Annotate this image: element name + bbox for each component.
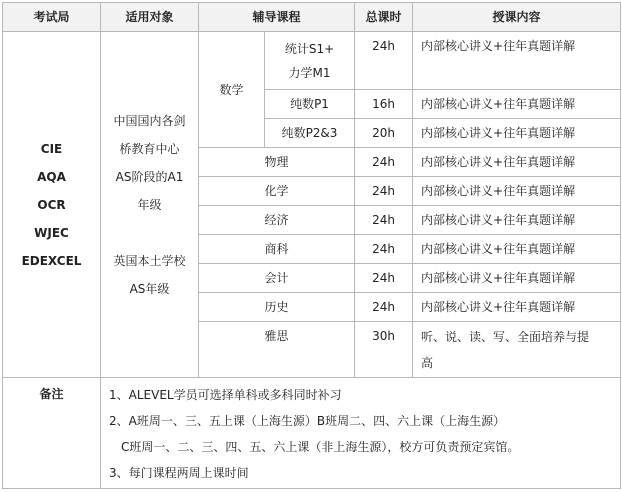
content-cell: 内部核心讲义+往年真题详解 bbox=[413, 177, 621, 206]
exam-board: OCR bbox=[37, 197, 66, 212]
subject-cell: 历史 bbox=[199, 293, 355, 322]
exam-board-cell bbox=[3, 32, 101, 378]
note-line: 1、ALEVEL学员可选择单科或多科同时补习 bbox=[109, 388, 342, 402]
hours-cell: 30h bbox=[355, 322, 413, 378]
exam-board: WJEC bbox=[34, 225, 69, 240]
content-cell: 内部核心讲义+往年真题详解 bbox=[413, 206, 621, 235]
audience-line: 年级 bbox=[137, 197, 162, 212]
content-cell: 内部核心讲义+往年真题详解 bbox=[413, 235, 621, 264]
exam-board: EDEXCEL bbox=[21, 253, 82, 268]
subject-cell: 化学 bbox=[199, 177, 355, 206]
header-audience: 适用对象 bbox=[101, 3, 199, 32]
hours-cell: 24h bbox=[355, 264, 413, 293]
course-cell: 纯数P1 bbox=[265, 90, 355, 119]
content-cell: 内部核心讲义+往年真题详解 bbox=[413, 90, 621, 119]
course-cell bbox=[265, 32, 355, 90]
table-row bbox=[3, 32, 621, 90]
course-schedule-table bbox=[2, 2, 621, 489]
notes-cell bbox=[101, 378, 621, 489]
audience-cell bbox=[101, 32, 199, 378]
header-exam-board: 考试局 bbox=[3, 3, 101, 32]
exam-board: AQA bbox=[37, 169, 66, 184]
content-cell: 内部核心讲义+往年真题详解 bbox=[413, 119, 621, 148]
hours-cell: 24h bbox=[355, 177, 413, 206]
hours-cell: 24h bbox=[355, 148, 413, 177]
hours-cell: 16h bbox=[355, 90, 413, 119]
header-hours: 总课时 bbox=[355, 3, 413, 32]
subject-cell: 物理 bbox=[199, 148, 355, 177]
header-course: 辅导课程 bbox=[199, 3, 355, 32]
notes-row bbox=[3, 378, 621, 489]
course-line: 统计S1+ bbox=[284, 41, 335, 56]
audience-spacer bbox=[101, 219, 198, 247]
audience-line: 桥教育中心 bbox=[119, 141, 180, 156]
math-label: 数学 bbox=[199, 32, 265, 148]
content-cell: 内部核心讲义+往年真题详解 bbox=[413, 148, 621, 177]
audience-line: 中国国内各剑 bbox=[113, 113, 186, 128]
content-line: 听、说、读、写、全面培养与提 bbox=[421, 329, 590, 344]
course-cell: 纯数P2&3 bbox=[265, 119, 355, 148]
audience-line: AS阶段的A1 bbox=[115, 169, 184, 184]
subject-cell: 雅思 bbox=[199, 322, 355, 378]
subject-cell: 商科 bbox=[199, 235, 355, 264]
content-cell: 内部核心讲义+往年真题详解 bbox=[413, 32, 621, 90]
notes-label: 备注 bbox=[3, 378, 101, 489]
content-line: 高 bbox=[421, 355, 434, 370]
subject-cell: 经济 bbox=[199, 206, 355, 235]
hours-cell: 24h bbox=[355, 32, 413, 90]
hours-cell: 24h bbox=[355, 235, 413, 264]
hours-cell: 24h bbox=[355, 293, 413, 322]
audience-line: AS年级 bbox=[129, 281, 170, 296]
header-row bbox=[3, 3, 621, 32]
hours-cell: 24h bbox=[355, 206, 413, 235]
note-line: C班周一、二、三、四、五、六上课（非上海生源），校方可负责预定宾馆。 bbox=[121, 440, 520, 454]
subject-cell: 会计 bbox=[199, 264, 355, 293]
note-line: 3、每门课程两周上课时间 bbox=[109, 466, 249, 480]
audience-line: 英国本土学校 bbox=[113, 253, 186, 268]
header-content: 授课内容 bbox=[413, 3, 621, 32]
content-cell bbox=[413, 322, 621, 378]
exam-board: CIE bbox=[40, 141, 63, 156]
content-cell: 内部核心讲义+往年真题详解 bbox=[413, 293, 621, 322]
course-line: 力学M1 bbox=[288, 65, 331, 80]
content-cell: 内部核心讲义+往年真题详解 bbox=[413, 264, 621, 293]
hours-cell: 20h bbox=[355, 119, 413, 148]
note-line: 2、A班周一、三、五上课（上海生源）B班周二、四、六上课（上海生源） bbox=[109, 414, 506, 428]
